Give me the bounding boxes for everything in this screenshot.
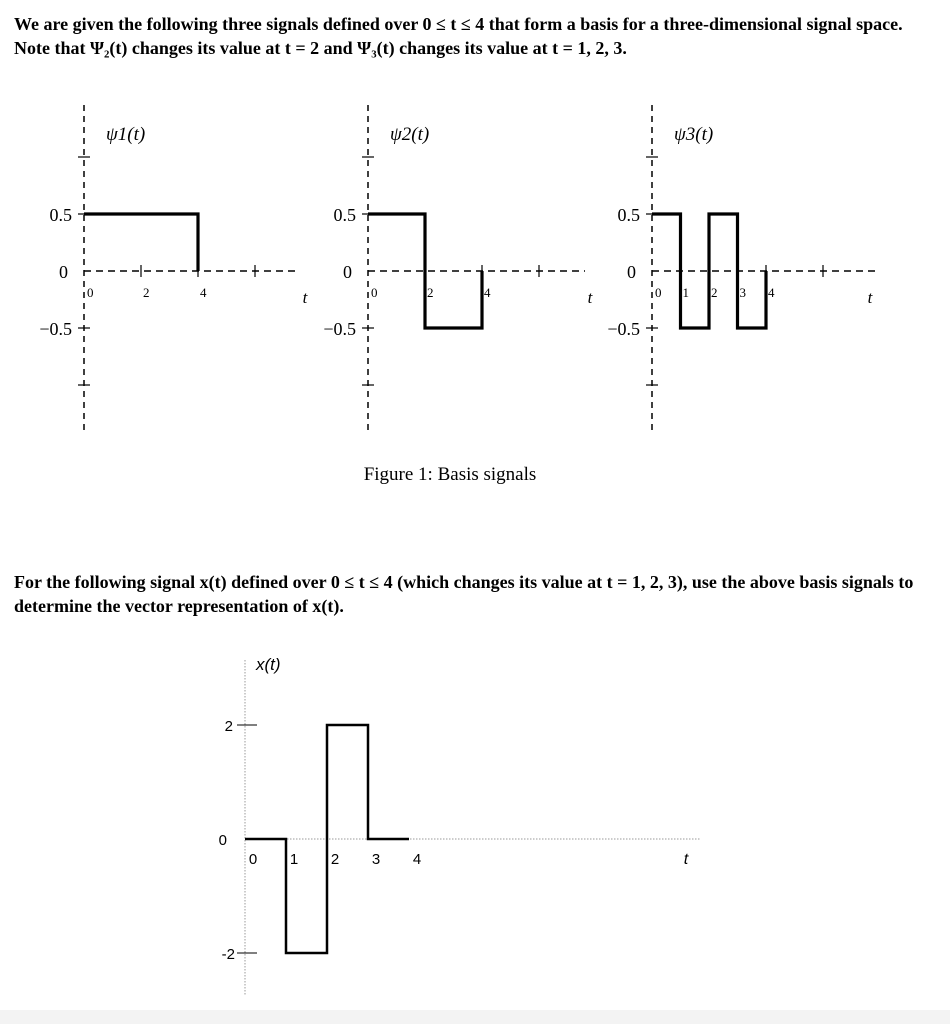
psi-x-tick-label: 0 (371, 285, 378, 300)
psi-title: ψ2(t) (390, 124, 430, 145)
psi-x-tick-label: 1 (682, 285, 689, 300)
psi-y-tick-label: 0.5 (49, 205, 72, 225)
x-x-axis-label: t (683, 851, 689, 868)
psi-y-tick-label: −0.5 (323, 319, 356, 339)
psi-y-tick-label: −0.5 (39, 319, 72, 339)
psi-x-tick-label: 4 (200, 285, 207, 300)
psi-waveform (84, 214, 198, 271)
x-y-tick-label: 0 (218, 832, 227, 849)
x-y-tick-label: -2 (221, 946, 235, 963)
x-x-tick-label: 4 (412, 851, 422, 868)
psi-x-tick-label: 0 (655, 285, 662, 300)
psi-x-axis-label: t (587, 288, 593, 307)
psi-y-tick-label: 0.5 (333, 205, 356, 225)
x-title: x(t) (256, 655, 281, 674)
figure-caption: Figure 1: Basis signals (363, 464, 537, 485)
x-x-tick-label: 2 (330, 851, 340, 868)
question-paragraph: For the following signal x(t) defined over 0 ≤ t ≤ 4 (which changes its value at t = 1, 2, 3), use the above basis signals to determine the vector representation of x(t). (14, 572, 914, 616)
x-x-tick-label: 3 (371, 851, 381, 868)
psi-y-tick-label: 0 (59, 262, 68, 282)
psi-x-tick-label: 2 (427, 285, 434, 300)
intro-paragraph: We are given the following three signals defined over 0 ≤ t ≤ 4 that form a basis for a three-dimensional signal space. Note that Ψ₂(t) changes its value at t = 2 and Ψ₃(t) changes its value at t = 1, 2, 3. (14, 14, 903, 58)
psi-x-tick-label: 4 (484, 285, 491, 300)
psi-y-tick-label: 0 (627, 262, 636, 282)
psi-title: ψ3(t) (674, 124, 714, 145)
psi-x-tick-label: 0 (87, 285, 94, 300)
psi-y-tick-label: 0.5 (617, 205, 640, 225)
x-waveform (245, 725, 409, 953)
x-x-tick-label: 1 (289, 851, 299, 868)
psi-x-tick-label: 2 (143, 285, 150, 300)
psi-x-tick-label: 2 (711, 285, 718, 300)
psi-y-tick-label: 0 (343, 262, 352, 282)
psi-title: ψ1(t) (106, 124, 146, 145)
psi-x-axis-label: t (867, 288, 873, 307)
psi-x-tick-label: 4 (768, 285, 775, 300)
page-bottom-edge (0, 1010, 950, 1024)
x-x-tick-label: 0 (248, 851, 258, 868)
psi-y-tick-label: −0.5 (607, 319, 640, 339)
x-y-tick-label: 2 (224, 718, 233, 735)
psi-x-tick-label: 3 (739, 285, 746, 300)
psi-x-axis-label: t (302, 288, 308, 307)
